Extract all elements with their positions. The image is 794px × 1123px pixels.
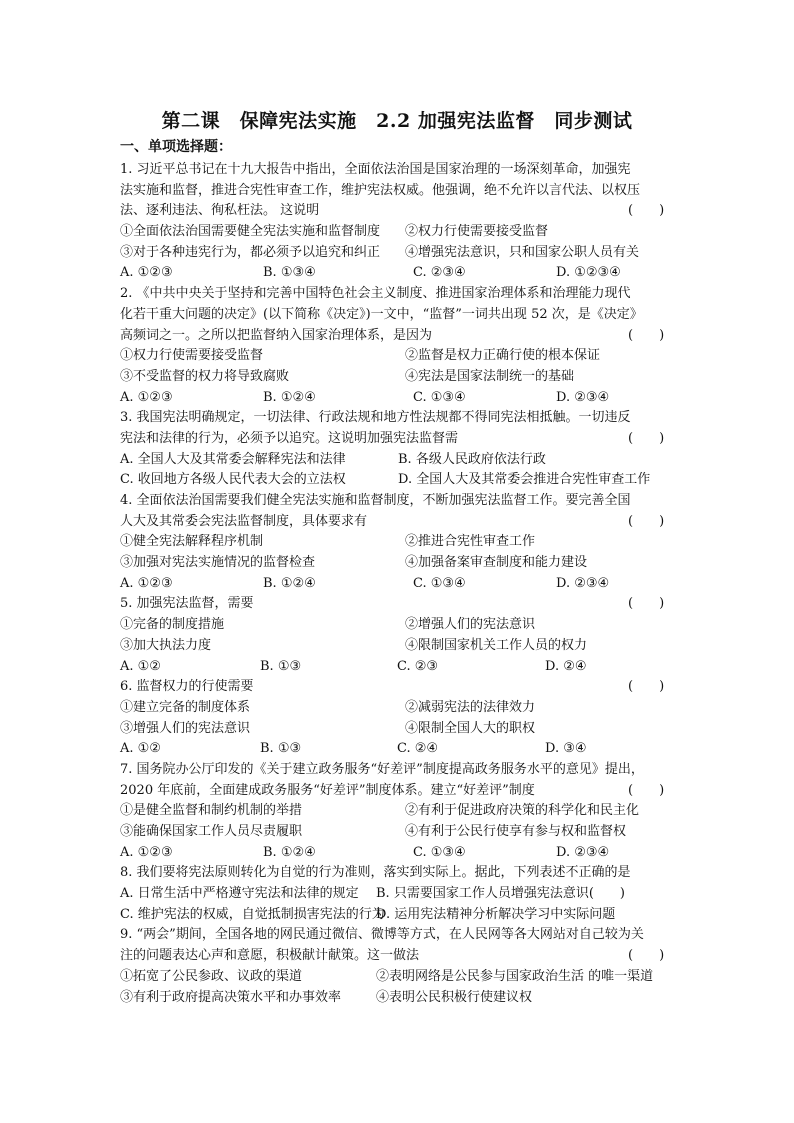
choice-d: D. 全国人大及其常委会推进合宪性审查工作 bbox=[398, 472, 651, 488]
statement-2: ②表明网络是公民参与国家政治生活 的唯一渠道 bbox=[376, 968, 654, 984]
statement-3: ③加强对宪法实施情况的监督检查 bbox=[120, 555, 316, 571]
question-3-choices bbox=[120, 450, 680, 471]
choice-a: A. ①② bbox=[120, 741, 161, 757]
choice-d: D. ③④ bbox=[545, 741, 587, 757]
choice-b: B. ①③④ bbox=[263, 265, 316, 281]
question-7-stem-text: 2020 年底前，全面建成政务服务“好差评”制度体系。建立“好差评”制度 bbox=[120, 782, 535, 798]
statement-4: ④增强宪法意识，只和国家公职人员有关 bbox=[405, 244, 640, 260]
question-2-statements bbox=[120, 346, 680, 367]
question-6-choices bbox=[120, 739, 680, 760]
statement-3: ③加大执法力度 bbox=[120, 637, 212, 653]
question-2-stem-text: 高频词之一。之所以把监督纳入国家治理体系，是因为 bbox=[120, 327, 433, 343]
statement-4: ④限制全国人大的职权 bbox=[405, 720, 536, 736]
choice-c: C. 收回地方各级人民代表大会的立法权 bbox=[120, 472, 346, 488]
statement-1: ①建立完备的制度体系 bbox=[120, 699, 251, 715]
statement-1: ①全面依法治国需要健全宪法实施和监督制度 bbox=[120, 224, 381, 240]
question-8-choices bbox=[120, 905, 680, 926]
statement-3: ③不受监督的权力将导致腐败 bbox=[120, 368, 290, 384]
choice-c: C. ②③④ bbox=[413, 265, 466, 281]
choice-c: C. 维护宪法的权威，自觉抵制损害宪法的行为 bbox=[120, 906, 385, 922]
statement-1: ①拓宽了公民参政、议政的渠道 bbox=[120, 968, 303, 984]
choice-d: D. ②③④ bbox=[556, 389, 610, 405]
question-5-statements bbox=[120, 636, 680, 657]
choice-b: B. ①③ bbox=[260, 658, 302, 674]
question-6-stem-text: 6. 监督权力的行使需要 bbox=[120, 679, 254, 695]
question-5-choices bbox=[120, 657, 680, 678]
choice-c: C. ①③④ bbox=[413, 575, 466, 591]
question-6-stem-last bbox=[120, 677, 680, 698]
question-7-stem-last bbox=[120, 781, 680, 802]
question-3-choices bbox=[120, 470, 680, 491]
choice-a: A. 日常生活中严格遵守宪法和法律的规定 bbox=[120, 886, 359, 902]
question-1-stem-text: 法、逐利违法、徇私枉法。 这说明 bbox=[120, 203, 320, 219]
question-7-statements bbox=[120, 822, 680, 843]
choice-b: B. ①②④ bbox=[263, 575, 316, 591]
statement-1: ①健全宪法解释程序机制 bbox=[120, 534, 264, 550]
choice-c: C. ②④ bbox=[397, 741, 439, 757]
question-4-choices bbox=[120, 574, 680, 595]
choice-d: D. ②③④ bbox=[556, 844, 610, 860]
question-3-stem-text: 宪法和法律的行为，必须予以追究。这说明加强宪法监督需 bbox=[120, 430, 459, 446]
answer-bracket: ( ) bbox=[588, 886, 625, 902]
answer-bracket: ( ) bbox=[628, 679, 665, 695]
statement-2: ②增强人们的宪法意识 bbox=[405, 617, 536, 633]
question-7-choices bbox=[120, 843, 680, 864]
answer-bracket: ( ) bbox=[628, 948, 665, 964]
question-9-statements bbox=[120, 988, 680, 1009]
answer-bracket: ( ) bbox=[628, 596, 665, 612]
question-1-statements bbox=[120, 243, 680, 264]
question-5-statements bbox=[120, 615, 680, 636]
question-2-choices bbox=[120, 388, 680, 409]
statement-3: ③增强人们的宪法意识 bbox=[120, 720, 251, 736]
question-2-stem: 化若干重大问题的决定》(以下简称《决定》)一文中，“监督”一词共出现 52 次，是《决定》 bbox=[120, 306, 643, 322]
question-7-statements bbox=[120, 801, 680, 822]
question-7-stem: 7. 国务院办公厅印发的《关于建立政务服务“好差评”制度提高政务服务水平的意见》提出， bbox=[120, 761, 644, 777]
question-9-stem-last bbox=[120, 946, 680, 967]
question-4-stem-text: 人大及其常委会宪法监督制度，具体要求有 bbox=[120, 513, 368, 529]
answer-bracket: ( ) bbox=[628, 782, 665, 798]
choice-b: B. ①③ bbox=[260, 741, 302, 757]
question-2-statements bbox=[120, 367, 680, 388]
choice-b: B. ①②④ bbox=[263, 389, 316, 405]
question-1-statements bbox=[120, 222, 680, 243]
question-9-stem: 9. “两会”期间，全国各地的网民通过微信、微博等方式，在人民网等各大网站对自己较为关 bbox=[120, 927, 644, 943]
answer-bracket: ( ) bbox=[628, 430, 665, 446]
statement-1: ①完备的制度措施 bbox=[120, 617, 225, 633]
question-3-stem: 3. 我国宪法明确规定，一切法律、行政法规和地方性法规都不得同宪法相抵触。一切违反 bbox=[120, 410, 631, 426]
question-2-stem-last bbox=[120, 326, 680, 347]
choice-a: A. ①②③ bbox=[120, 389, 173, 405]
question-1-stem: 法实施和监督，推进合宪性审查工作，维护宪法权威。他强调，绝不允许以言代法、以权压 bbox=[120, 182, 641, 198]
question-9-stem-text: 注的问题表达心声和意愿，积极献计献策。这一做法 bbox=[120, 948, 420, 964]
statement-4: ④宪法是国家法制统一的基础 bbox=[405, 368, 575, 384]
statement-2: ②监督是权力正确行使的根本保证 bbox=[405, 348, 601, 364]
choice-d: D. ②④ bbox=[545, 658, 587, 674]
answer-bracket: ( ) bbox=[628, 203, 665, 219]
choice-a: A. ①②③ bbox=[120, 265, 173, 281]
question-4-stem: 4. 全面依法治国需要我们健全宪法实施和监督制度，不断加强宪法监督工作。要完善全国 bbox=[120, 493, 631, 508]
choice-b-row bbox=[376, 884, 680, 905]
question-2-stem: 2. 《中共中央关于坚持和完善中国特色社会主义制度、推进国家治理体系和治理能力现代 bbox=[120, 286, 631, 302]
answer-bracket: ( ) bbox=[628, 513, 665, 529]
question-4-statements bbox=[120, 532, 680, 553]
statement-2: ②减弱宪法的法律效力 bbox=[405, 699, 536, 715]
statement-4: ④加强备案审查制度和能力建设 bbox=[405, 555, 588, 571]
question-1-choices bbox=[120, 263, 680, 284]
choice-b: B. ①②④ bbox=[263, 844, 316, 860]
question-6-statements bbox=[120, 719, 680, 740]
choice-c: C. ①③④ bbox=[413, 844, 466, 860]
statement-2: ②有利于促进政府决策的科学化和民主化 bbox=[405, 803, 640, 819]
choice-a: A. 全国人大及其常委会解释宪法和法律 bbox=[120, 451, 346, 467]
choice-a: A. ①②③ bbox=[120, 575, 173, 591]
question-5-stem-text: 5. 加强宪法监督，需要 bbox=[120, 596, 254, 612]
choice-b: B. 各级人民政府依法行政 bbox=[398, 451, 546, 467]
choice-d: D. ②③④ bbox=[556, 575, 610, 591]
answer-bracket: ( ) bbox=[628, 327, 665, 343]
question-5-stem-last bbox=[120, 594, 680, 615]
question-4-statements bbox=[120, 553, 680, 574]
statement-3: ③对于各种违宪行为，都必须予以追究和纠正 bbox=[120, 244, 381, 260]
question-3-stem-last bbox=[120, 429, 680, 450]
question-8-choices bbox=[120, 884, 680, 905]
question-9-statements bbox=[120, 967, 680, 988]
statement-2: ②权力行使需要接受监督 bbox=[405, 224, 549, 240]
choice-d: D. 运用宪法精神分析解决学习中实际问题 bbox=[376, 906, 616, 922]
page-title: 第二课 保障宪法实施 2.2 加强宪法监督 同步测试 bbox=[161, 110, 633, 132]
question-list bbox=[120, 160, 680, 1008]
statement-4: ④限制国家机关工作人员的权力 bbox=[405, 637, 588, 653]
choice-d: D. ①②③④ bbox=[556, 265, 621, 281]
statement-3: ③有利于政府提高决策水平和办事效率 bbox=[120, 989, 342, 1005]
choice-c: C. ①③④ bbox=[413, 389, 466, 405]
choice-a: A. ①② bbox=[120, 658, 161, 674]
choice-b: B. 只需要国家工作人员增强宪法意识 bbox=[376, 886, 589, 902]
section-heading: 一、单项选择题： bbox=[120, 139, 232, 155]
statement-1: ①是健全监督和制约机制的举措 bbox=[120, 803, 303, 819]
statement-2: ②推进合宪性审查工作 bbox=[405, 534, 536, 550]
question-1-stem: 1. 习近平总书记在十九大报告中指出，全面依法治国是国家治理的一场深刻革命，加强宪 bbox=[120, 162, 631, 177]
statement-3: ③能确保国家工作人员尽责履职 bbox=[120, 824, 303, 839]
choice-a: A. ①②③ bbox=[120, 844, 173, 860]
question-1-stem-last bbox=[120, 201, 680, 222]
statement-4: ④有利于公民行使享有参与权和监督权 bbox=[405, 824, 627, 839]
choice-c: C. ②③ bbox=[397, 658, 439, 674]
statement-4: ④表明公民积极行使建议权 bbox=[376, 989, 533, 1005]
question-8-stem: 8. 我们要将宪法原则转化为自觉的行为准则，落实到实际上。据此，下列表述不正确的是 bbox=[120, 865, 631, 881]
question-6-statements bbox=[120, 698, 680, 719]
statement-1: ①权力行使需要接受监督 bbox=[120, 348, 264, 364]
question-4-stem-last bbox=[120, 512, 680, 533]
